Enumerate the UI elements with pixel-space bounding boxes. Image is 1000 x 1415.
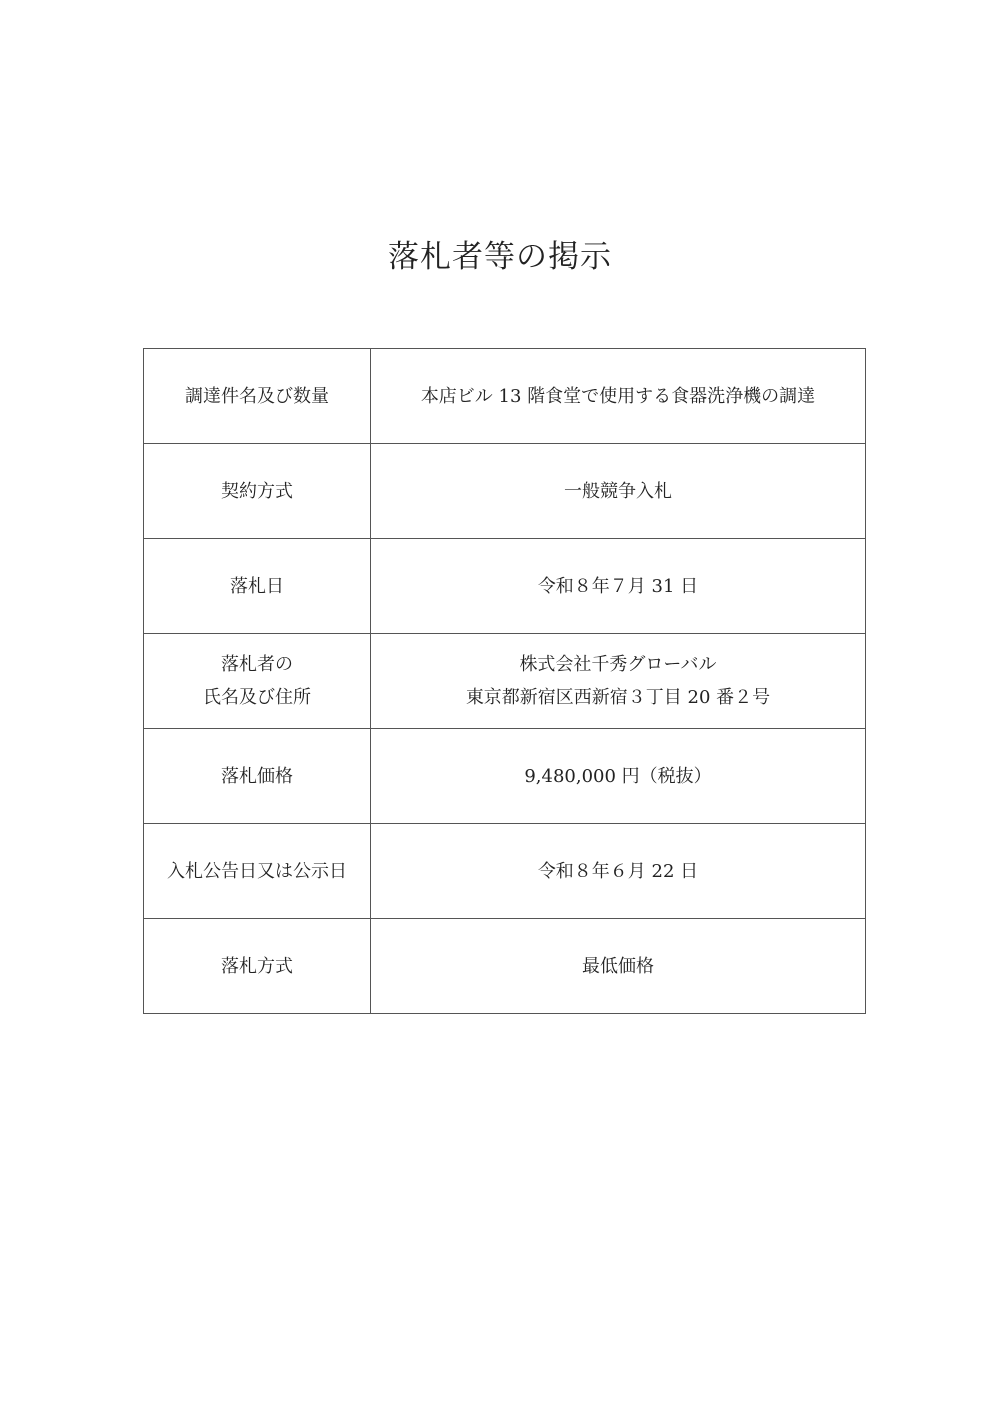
table-row-procurement-item — [144, 349, 866, 444]
value-line: 一般競争入札 — [564, 480, 672, 502]
row-value — [371, 349, 866, 444]
row-label — [144, 444, 371, 539]
table-row-contract-method — [144, 444, 866, 539]
row-value — [371, 634, 866, 729]
row-value — [371, 824, 866, 919]
row-label — [144, 634, 371, 729]
label-line: 落札者の — [221, 654, 293, 675]
label-line: 氏名及び住所 — [203, 687, 311, 708]
row-label — [144, 729, 371, 824]
value-line: 9,480,000 円（税抜） — [524, 765, 712, 787]
label-line: 落札日 — [230, 575, 284, 597]
label-line: 落札方式 — [221, 955, 293, 977]
table-row-award-date — [144, 539, 866, 634]
label-line: 落札価格 — [221, 765, 293, 787]
row-label — [144, 539, 371, 634]
award-notice-table — [143, 348, 866, 1014]
row-value — [371, 919, 866, 1014]
value-line: 令和８年６月 22 日 — [537, 860, 699, 882]
table-row-award-price — [144, 729, 866, 824]
value-line: 本店ビル 13 階食堂で使用する食器洗浄機の調達 — [420, 385, 816, 407]
row-label — [144, 349, 371, 444]
row-label — [144, 824, 371, 919]
table-row-announcement-date — [144, 824, 866, 919]
table-row-award-method — [144, 919, 866, 1014]
page-title: 落札者等の掲示 — [388, 239, 612, 275]
value-line: 令和８年７月 31 日 — [537, 575, 699, 597]
row-value — [371, 539, 866, 634]
value-line: 株式会社千秀グローバル — [519, 654, 717, 675]
row-label — [144, 919, 371, 1014]
label-line: 入札公告日又は公示日 — [167, 860, 347, 882]
value-line: 最低価格 — [582, 955, 654, 977]
label-line: 調達件名及び数量 — [185, 385, 329, 407]
value-line: 東京都新宿区西新宿３丁目 20 番２号 — [465, 687, 771, 708]
row-value — [371, 729, 866, 824]
label-line: 契約方式 — [221, 480, 293, 502]
row-value — [371, 444, 866, 539]
table-row-winner — [144, 634, 866, 729]
